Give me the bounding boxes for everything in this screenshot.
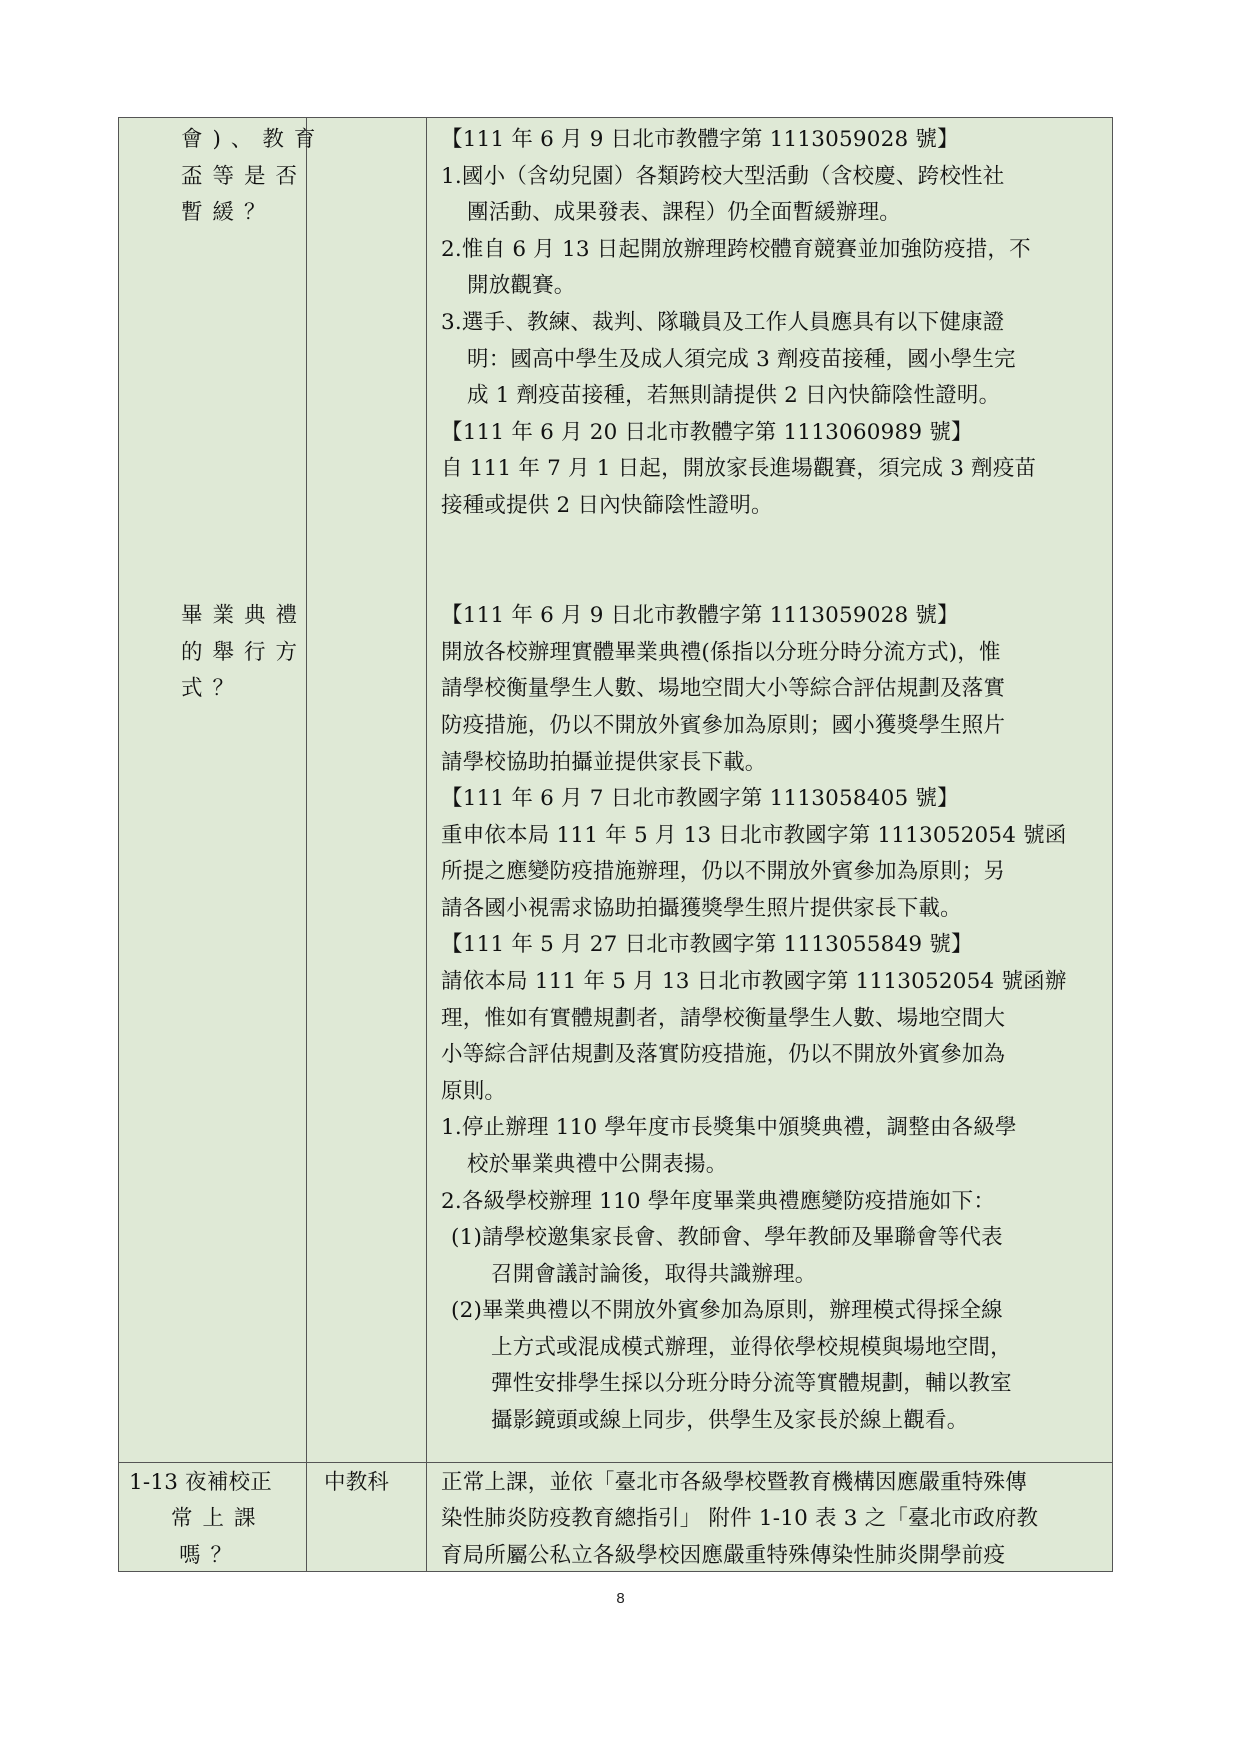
answer-line: 明：國高中學生及成人須完成 3 劑疫苗接種，國小學生完 bbox=[467, 347, 1016, 372]
answer-line: 1.國小（含幼兒園）各類跨校大型活動（含校慶、跨校性社 bbox=[441, 164, 1005, 189]
answer-line: 接種或提供 2 日內快篩陰性證明。 bbox=[441, 493, 773, 518]
answer-line: 請學校衡量學生人數、場地空間大小等綜合評估規劃及落實 bbox=[441, 676, 1006, 701]
answer-line: 請依本局 111 年 5 月 13 日北市教國字第 1113052054 號函辦 bbox=[441, 969, 1067, 994]
answer-line: 自 111 年 7 月 1 日起，開放家長進場觀賽，須完成 3 劑疫苗 bbox=[441, 456, 1037, 481]
question-text: 式？ bbox=[181, 676, 245, 701]
answer-line: 原則。 bbox=[441, 1079, 507, 1104]
answer-line: 召開會議討論後，取得共識辦理。 bbox=[491, 1262, 817, 1287]
answer-line: 攝影鏡頭或線上同步，供學生及家長於線上觀看。 bbox=[491, 1408, 969, 1433]
question-text: 常上課 bbox=[171, 1506, 266, 1531]
column-divider bbox=[306, 118, 307, 1571]
faq-table bbox=[118, 117, 1113, 1572]
question-text: 盃等是否 bbox=[181, 164, 308, 189]
question-text: 會)、教育 bbox=[181, 127, 326, 152]
question-text: 的舉行方 bbox=[181, 640, 308, 665]
answer-line: 請學校協助拍攝並提供家長下載。 bbox=[441, 750, 767, 775]
answer-line: 2.各級學校辦理 110 學年度畢業典禮應變防疫措施如下： bbox=[441, 1189, 996, 1214]
answer-line: 染性肺炎防疫教育總指引」 附件 1-10 表 3 之「臺北市政府教 bbox=[441, 1506, 1039, 1531]
answer-line: 開放各校辦理實體畢業典禮(係指以分班分時分流方式)，惟 bbox=[441, 640, 1001, 665]
question-text: 嗎？ bbox=[179, 1543, 243, 1568]
answer-line: 校於畢業典禮中公開表揚。 bbox=[467, 1152, 728, 1177]
answer-line: 請各國小視需求協助拍攝獲獎學生照片提供家長下載。 bbox=[441, 896, 962, 921]
answer-line: 重申依本局 111 年 5 月 13 日北市教國字第 1113052054 號函 bbox=[441, 823, 1067, 848]
answer-line: 2.惟自 6 月 13 日起開放辦理跨校體育競賽並加強防疫措，不 bbox=[441, 237, 1031, 262]
answer-line: 所提之應變防疫措施辦理，仍以不開放外賓參加為原則；另 bbox=[441, 859, 1006, 884]
answer-line: 育局所屬公私立各級學校因應嚴重特殊傳染性肺炎開學前疫 bbox=[441, 1543, 1006, 1568]
answer-line: 開放觀賽。 bbox=[467, 273, 576, 298]
answer-line: 【111 年 6 月 7 日北市教國字第 1113058405 號】 bbox=[441, 786, 959, 811]
answer-line: 【111 年 6 月 9 日北市教體字第 1113059028 號】 bbox=[441, 127, 959, 152]
row-divider bbox=[119, 1462, 1112, 1463]
question-text: 暫緩？ bbox=[181, 200, 276, 225]
answer-line: 【111 年 6 月 9 日北市教體字第 1113059028 號】 bbox=[441, 603, 959, 628]
answer-line: 防疫措施，仍以不開放外賓參加為原則；國小獲獎學生照片 bbox=[441, 713, 1006, 738]
answer-line: (2)畢業典禮以不開放外賓參加為原則，辦理模式得採全線 bbox=[451, 1298, 1003, 1323]
answer-line: 彈性安排學生採以分班分時分流等實體規劃，輔以教室 bbox=[491, 1371, 1012, 1396]
answer-line: 上方式或混成模式辦理，並得依學校規模與場地空間， bbox=[491, 1335, 1012, 1360]
answer-line: 成 1 劑疫苗接種，若無則請提供 2 日內快篩陰性證明。 bbox=[467, 383, 1001, 408]
column-divider bbox=[426, 118, 427, 1571]
answer-line: 理，惟如有實體規劃者，請學校衡量學生人數、場地空間大 bbox=[441, 1006, 1006, 1031]
answer-line: 小等綜合評估規劃及落實防疫措施，仍以不開放外賓參加為 bbox=[441, 1042, 1006, 1067]
answer-line: (1)請學校邀集家長會、教師會、學年教師及畢聯會等代表 bbox=[451, 1225, 1003, 1250]
answer-line: 團活動、成果發表、課程）仍全面暫緩辦理。 bbox=[467, 200, 902, 225]
answer-line: 【111 年 5 月 27 日北市教國字第 1113055849 號】 bbox=[441, 932, 973, 957]
question-text: 畢業典禮 bbox=[181, 603, 308, 628]
question-text: 1-13 夜補校正 bbox=[129, 1470, 272, 1495]
answer-line: 【111 年 6 月 20 日北市教體字第 1113060989 號】 bbox=[441, 420, 973, 445]
page-number: 8 bbox=[616, 1590, 625, 1607]
unit-cell: 中教科 bbox=[324, 1470, 390, 1495]
answer-line: 3.選手、教練、裁判、隊職員及工作人員應具有以下健康證 bbox=[441, 310, 1005, 335]
answer-line: 正常上課，並依「臺北市各級學校暨教育機構因應嚴重特殊傳 bbox=[441, 1470, 1027, 1495]
answer-line: 1.停止辦理 110 學年度市長獎集中頒獎典禮，調整由各級學 bbox=[441, 1115, 1017, 1140]
